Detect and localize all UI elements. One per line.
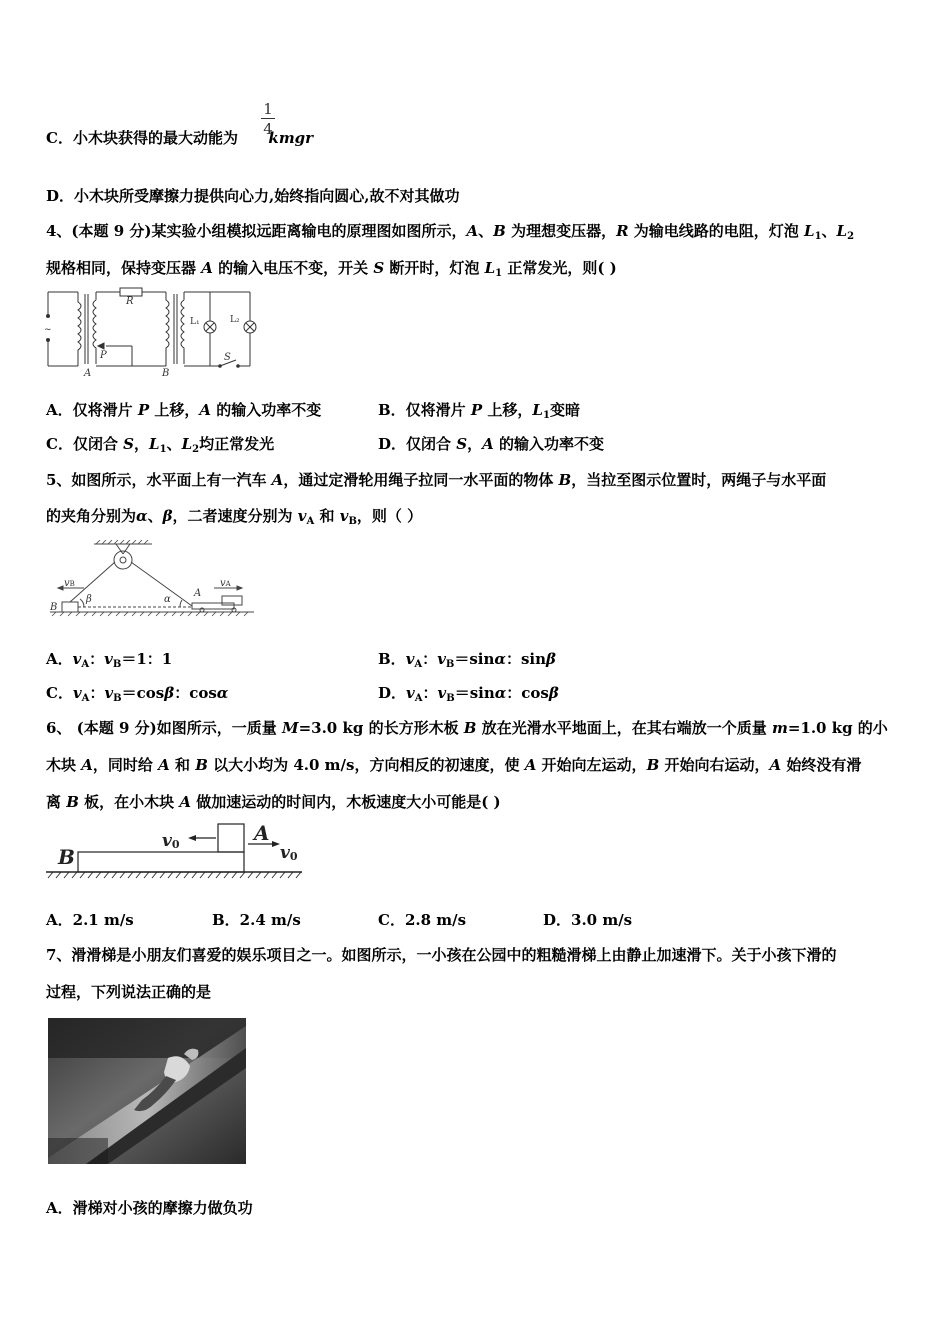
q5-stem-line2: 的夹角分别为α、β，二者速度分别为 $v_A$ 和 $v_B$，则（ ） bbox=[46, 507, 423, 527]
q4-option-a: A．仅将滑片 P 上移，A 的输入功率不变 bbox=[46, 401, 322, 419]
ac-source-icon: ~ bbox=[44, 325, 52, 335]
q7-option-a: A．滑梯对小孩的摩擦力做负功 bbox=[46, 1199, 253, 1217]
label-p: P bbox=[100, 350, 107, 361]
label-a: A bbox=[194, 588, 202, 599]
q4-stem-line2: 规格相同，保持变压器 A 的输入电压不变，开关 S 断开时，灯泡 $L_1$ 正常发光，则( ) bbox=[46, 259, 617, 279]
q6-board-block-diagram bbox=[44, 818, 306, 882]
q5-option-a: A．$v_A$：$v_B=1$：1 bbox=[46, 650, 173, 670]
label-l1: L₁ bbox=[190, 317, 200, 327]
q3-option-c: C．小木块获得的最大动能为 kmgr bbox=[46, 129, 314, 147]
fraction-denominator: 4 bbox=[261, 118, 275, 139]
q4-stem-line1: 4、(本题 9 分)某实验小组模拟远距离输电的原理图如图所示，A、B 为理想变压器，R 为输电线路的电阻，灯泡 $L_1$、$L_2$ bbox=[46, 222, 855, 242]
label-vb: vB bbox=[64, 578, 75, 589]
q4-circuit-diagram bbox=[40, 284, 270, 378]
label-b: B bbox=[58, 845, 75, 869]
label-a: A bbox=[84, 368, 92, 378]
label-s: S bbox=[224, 352, 231, 363]
q6-stem-line1: 6、 (本题 9 分)如图所示，一质量 M=3.0 kg 的长方形木板 B 放在光滑水平地面上，在其右端放一个质量 m=1.0 kg 的小 bbox=[46, 719, 888, 737]
q3-option-c-expr: kmgr bbox=[268, 129, 314, 147]
q6-stem-line3: 离 B 板，在小木块 A 做加速运动的时间内，木板速度大小可能是( ) bbox=[46, 793, 501, 811]
q7-stem-line2: 过程，下列说法正确的是 bbox=[46, 983, 212, 1001]
label-r: R bbox=[126, 296, 134, 307]
q6-option-d: D．3.0 m/s bbox=[543, 911, 633, 929]
label-a: A bbox=[254, 821, 270, 845]
label-b: B bbox=[162, 368, 170, 378]
q5-pulley-diagram bbox=[44, 540, 259, 622]
q7-slide-photo bbox=[48, 1018, 246, 1164]
q6-option-a: A．2.1 m/s bbox=[46, 911, 134, 929]
q5-option-d: D．$v_A$：$v_B=\sin\alpha$：cosβ bbox=[378, 684, 559, 704]
q6-stem-line2: 木块 A，同时给 A 和 B 以大小均为 4.0 m/s，方向相反的初速度，使 A 开始向左运动，B 开始向右运动，A 始终没有滑 bbox=[46, 756, 862, 774]
q4-option-c: C．仅闭合 S，$L_1$、$L_2$均正常发光 bbox=[46, 435, 275, 455]
fraction-numerator: 1 bbox=[263, 100, 273, 118]
q6-option-c: C．2.8 m/s bbox=[378, 911, 467, 929]
label-alpha: α bbox=[164, 594, 171, 605]
q4-option-b: B．仅将滑片 P 上移，$L_1$变暗 bbox=[378, 401, 580, 421]
q5-option-b: B．$v_A$：$v_B=\sin\alpha$：sinβ bbox=[378, 650, 556, 670]
label-l2: L₂ bbox=[230, 315, 240, 325]
label-v0-left: v0 bbox=[162, 831, 180, 851]
label-va: vA bbox=[220, 578, 231, 589]
q3-option-d: D．小木块所受摩擦力提供向心力,始终指向圆心,故不对其做功 bbox=[46, 187, 460, 205]
label-v0-right: v0 bbox=[280, 843, 298, 863]
q4-option-d: D．仅闭合 S，A 的输入功率不变 bbox=[378, 435, 604, 453]
q6-option-b: B．2.4 m/s bbox=[212, 911, 301, 929]
q5-option-c: C．$v_A$：$v_B=\cos\beta$：cosα bbox=[46, 684, 229, 704]
label-beta: β bbox=[86, 594, 92, 605]
label-b: B bbox=[50, 602, 58, 613]
q5-stem-line1: 5、如图所示，水平面上有一汽车 A，通过定滑轮用绳子拉同一水平面的物体 B，当拉至图示位置时，两绳子与水平面 bbox=[46, 471, 827, 489]
q3-option-c-fraction bbox=[261, 100, 275, 139]
q7-stem-line1: 7、滑滑梯是小朋友们喜爱的娱乐项目之一。如图所示，一小孩在公园中的粗糙滑梯上由静止加速滑下。关于小孩下滑的 bbox=[46, 946, 837, 964]
